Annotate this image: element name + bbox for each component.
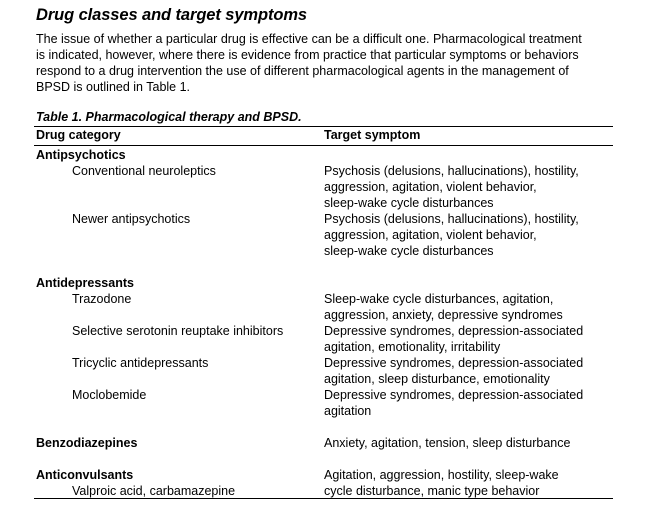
- intro-paragraph: [36, 31, 626, 95]
- column-header-drug: Drug category: [36, 128, 121, 142]
- target-newer-antipsychotics: [324, 211, 579, 259]
- target-tricyclic: [324, 355, 583, 387]
- target-line: Depressive syndromes, depression-associated: [324, 388, 584, 402]
- target-line: sleep-wake cycle disturbances: [324, 244, 494, 258]
- table-caption: Table 1. Pharmacological therapy and BPSD.: [36, 110, 302, 124]
- intro-line: BPSD is outlined in Table 1.: [36, 80, 191, 94]
- target-line: Depressive syndromes, depression-associated: [324, 324, 584, 338]
- target-line: Sleep-wake cycle disturbances, agitation,: [324, 292, 554, 306]
- intro-line: respond to a drug intervention the use of different pharmacological agents in the management of: [36, 64, 569, 78]
- drug-newer-antipsychotics: Newer antipsychotics: [72, 212, 191, 226]
- drug-valproic-carbamazepine: Valproic acid, carbamazepine: [72, 484, 236, 498]
- intro-line: The issue of whether a particular drug is effective can be a difficult one. Pharmacological treatment: [36, 32, 582, 46]
- target-line: aggression, agitation, violent behavior,: [324, 180, 537, 194]
- section-heading: Drug classes and target symptoms: [36, 6, 307, 24]
- drug-moclobemide: Moclobemide: [72, 388, 147, 402]
- table-bottom-rule: [34, 498, 613, 499]
- drug-conventional-neuroleptics: Conventional neuroleptics: [72, 164, 216, 178]
- target-line: agitation: [324, 404, 372, 418]
- target-line: Psychosis (delusions, hallucinations), hostility,: [324, 212, 579, 226]
- intro-line: is indicated, however, where there is evidence from practice that particular symptoms or behaviors: [36, 48, 579, 62]
- drug-trazodone: Trazodone: [72, 292, 132, 306]
- category-anticonvulsants: Anticonvulsants: [36, 468, 134, 482]
- target-line: aggression, anxiety, depressive syndromes: [324, 308, 563, 322]
- target-conventional-neuroleptics: [324, 163, 579, 211]
- target-line: sleep-wake cycle disturbances: [324, 196, 494, 210]
- target-line: Agitation, aggression, hostility, sleep-wake: [324, 468, 559, 482]
- category-antidepressants: Antidepressants: [36, 276, 134, 290]
- category-antipsychotics: Antipsychotics: [36, 148, 126, 162]
- target-line: aggression, agitation, violent behavior,: [324, 228, 537, 242]
- target-line: Depressive syndromes, depression-associated: [324, 356, 584, 370]
- column-header-target: Target symptom: [324, 128, 421, 142]
- target-anticonvulsants: [324, 467, 559, 499]
- header-rule: [34, 145, 613, 146]
- target-line: cycle disturbance, manic type behavior: [324, 484, 540, 498]
- target-benzodiazepines: Anxiety, agitation, tension, sleep disturbance: [324, 436, 571, 450]
- target-line: Psychosis (delusions, hallucinations), hostility,: [324, 164, 579, 178]
- category-benzodiazepines: Benzodiazepines: [36, 436, 138, 450]
- target-ssri: [324, 323, 583, 355]
- drug-ssri: Selective serotonin reuptake inhibitors: [72, 324, 284, 338]
- drug-tricyclic: Tricyclic antidepressants: [72, 356, 209, 370]
- target-line: agitation, sleep disturbance, emotionality: [324, 372, 550, 386]
- target-line: agitation, emotionality, irritability: [324, 340, 501, 354]
- target-trazodone: [324, 291, 563, 323]
- target-moclobemide: [324, 387, 583, 419]
- table-top-rule: [34, 126, 613, 127]
